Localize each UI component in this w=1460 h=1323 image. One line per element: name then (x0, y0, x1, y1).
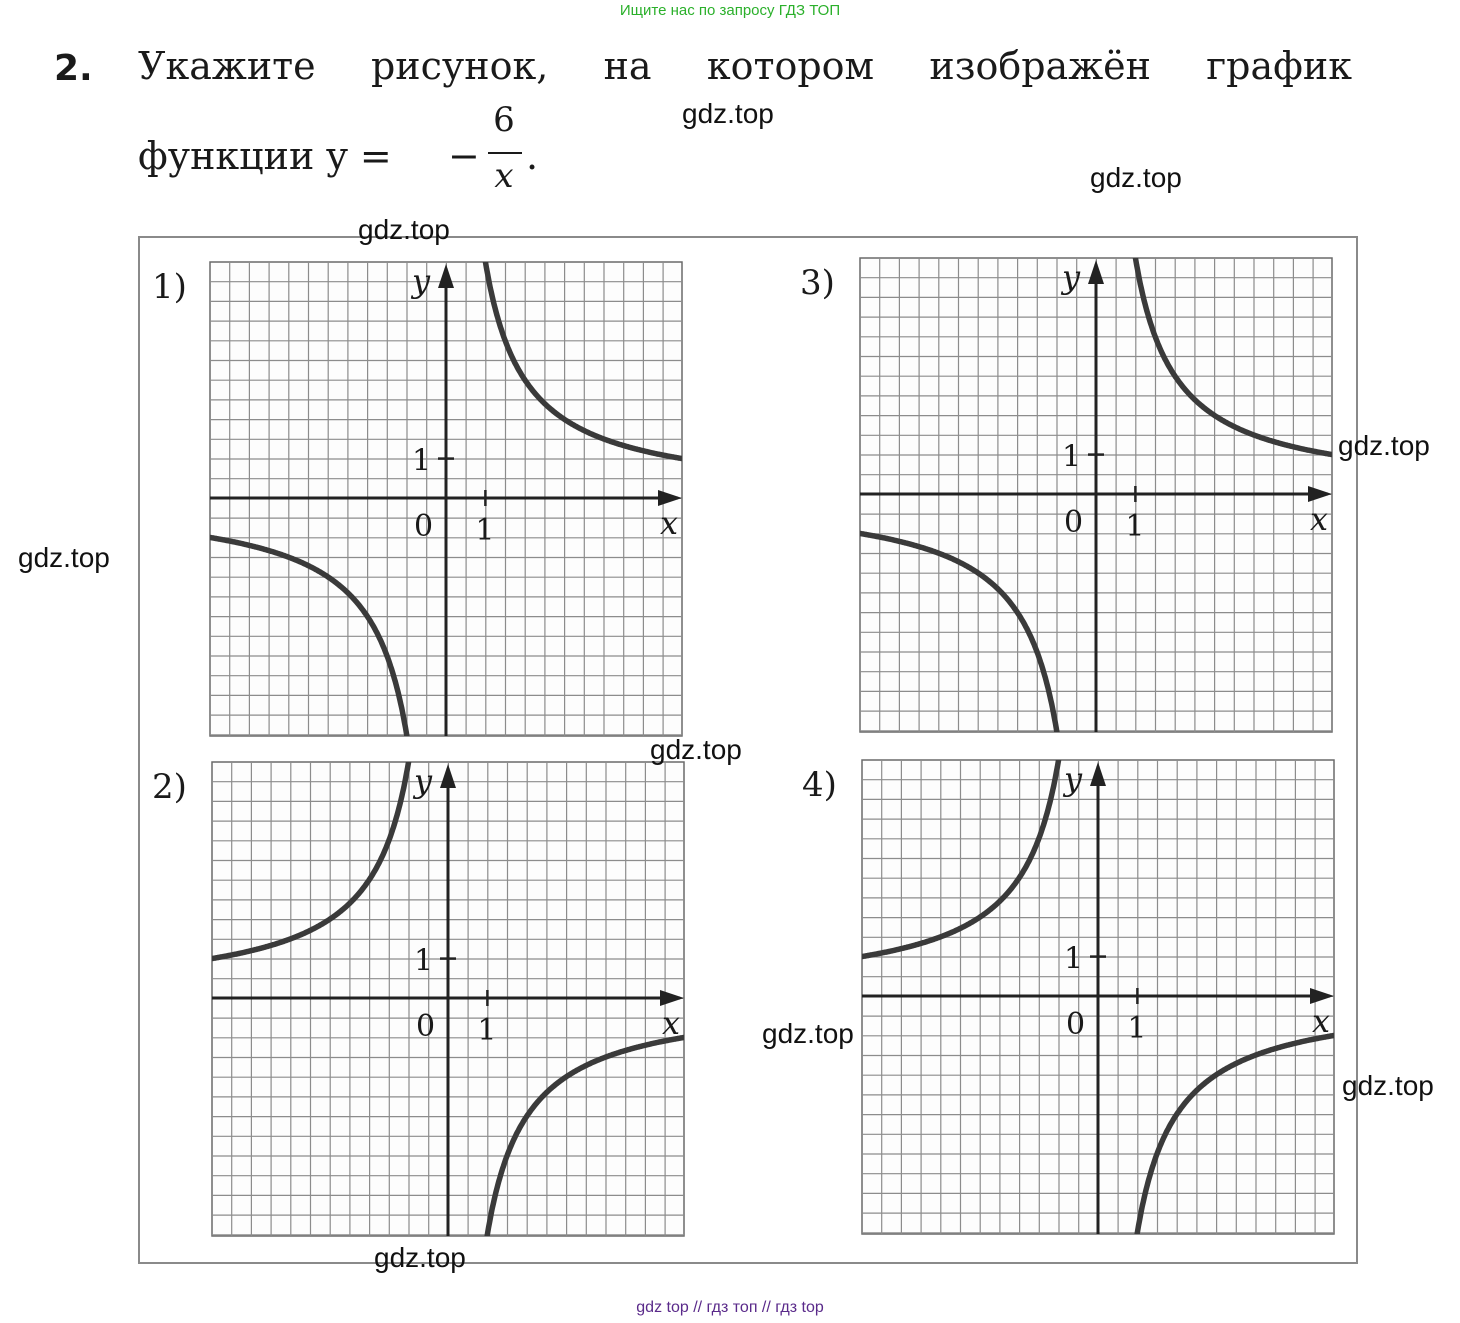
y-axis-label: y (414, 762, 433, 800)
y-axis-label: y (1062, 258, 1081, 296)
period: . (526, 134, 539, 178)
task-text-line2: функции y = (138, 134, 392, 178)
y-tick-label: 1 (412, 443, 432, 479)
word: на (603, 44, 652, 88)
task-number: 2. (54, 48, 93, 89)
word: график (1206, 44, 1352, 88)
fraction-numerator: 6 (493, 100, 515, 140)
footer-links[interactable]: gdz top // гдз топ // гдз top (636, 1299, 824, 1316)
word: котором (706, 44, 875, 88)
minus-sign: − (448, 134, 480, 178)
fraction-denominator: x (494, 156, 514, 196)
x-tick-label: 1 (477, 1013, 497, 1048)
x-axis-label: x (660, 504, 679, 542)
y-axis-label: y (412, 262, 431, 300)
watermark: gdz.top (682, 98, 774, 129)
origin-label: 0 (1064, 505, 1084, 540)
x-tick-label: 1 (1125, 509, 1145, 544)
panel-label: 3) (800, 263, 835, 303)
origin-label: 0 (1066, 1007, 1086, 1042)
watermark: gdz.top (762, 1018, 854, 1049)
x-axis-label: x (1312, 1002, 1331, 1040)
x-tick-label: 1 (475, 513, 495, 548)
y-tick-label: 1 (414, 943, 434, 979)
x-tick-label: 1 (1127, 1011, 1147, 1046)
watermark: gdz.top (18, 542, 110, 573)
y-axis-label: y (1064, 760, 1083, 798)
x-axis-label: x (662, 1004, 681, 1042)
y-tick-label: 1 (1064, 941, 1084, 977)
y-tick-label: 1 (1062, 439, 1082, 475)
watermark: gdz.top (374, 1242, 466, 1273)
panel-label: 4) (802, 765, 837, 805)
x-axis-label: x (1310, 500, 1329, 538)
site-banner[interactable]: Ищите нас по запросу ГДЗ ТОП (619, 2, 841, 19)
watermark: gdz.top (1090, 162, 1182, 193)
origin-label: 0 (414, 509, 434, 544)
watermark: gdz.top (1342, 1070, 1434, 1101)
watermark: gdz.top (650, 734, 742, 765)
panel-label: 1) (152, 267, 187, 307)
panel-label: 2) (152, 767, 187, 807)
word: изображён (929, 44, 1151, 88)
watermark: gdz.top (1338, 430, 1430, 461)
word: рисунок, (370, 44, 549, 88)
watermark: gdz.top (358, 214, 450, 245)
origin-label: 0 (416, 1009, 436, 1044)
word: Укажите (138, 44, 316, 88)
